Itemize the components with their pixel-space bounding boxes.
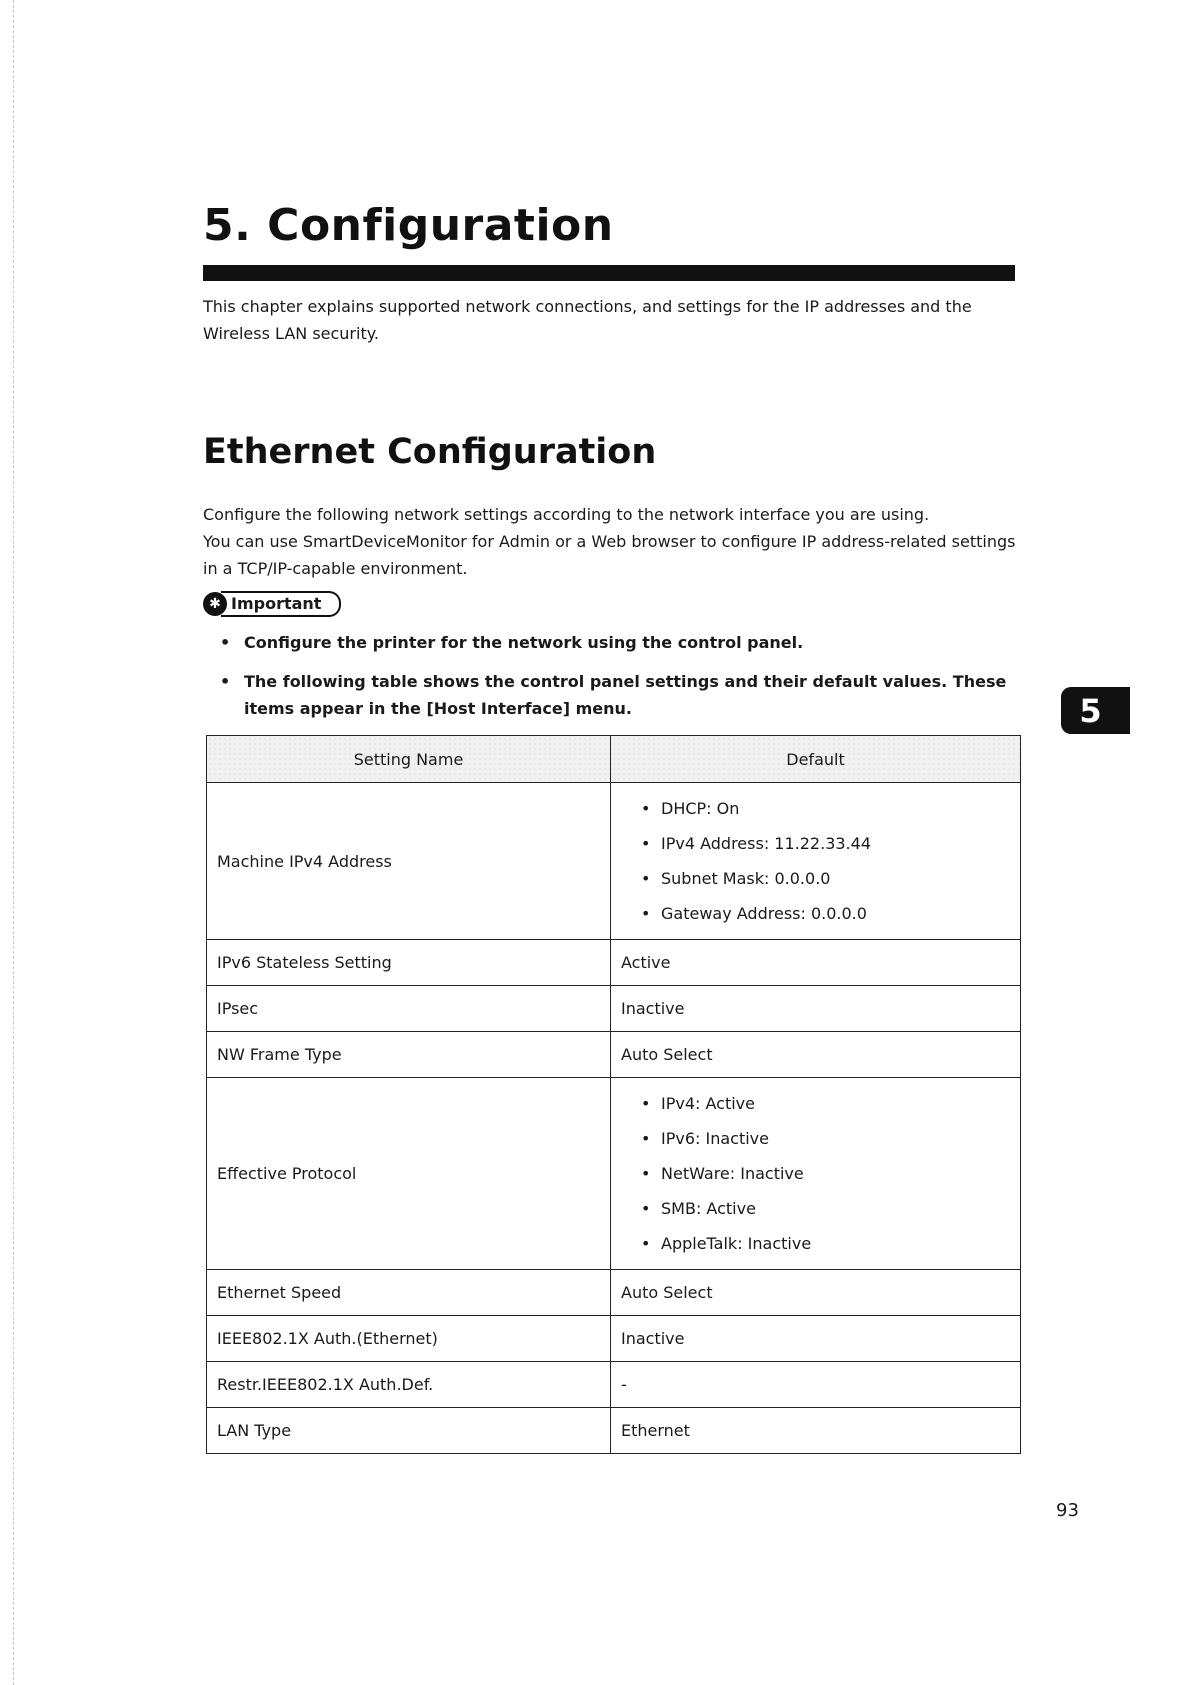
default-item: • AppleTalk: Inactive	[621, 1226, 1010, 1261]
default-list	[621, 1086, 1010, 1261]
setting-name-cell: Ethernet Speed	[207, 1270, 611, 1316]
important-list	[220, 629, 1020, 734]
chapter-tab-number: 5	[1079, 691, 1102, 730]
header-default: Default	[611, 736, 1021, 783]
default-cell: Inactive	[611, 986, 1021, 1032]
default-item: • NetWare: Inactive	[621, 1156, 1010, 1191]
default-item: • IPv4: Active	[621, 1086, 1010, 1121]
section-paragraph: Configure the following network settings according to the network interface you are using.	[203, 505, 930, 524]
table-row	[207, 1316, 1021, 1362]
setting-name-cell: Machine IPv4 Address	[207, 783, 611, 940]
table-header-row	[207, 736, 1021, 783]
default-item: • DHCP: On	[621, 791, 1010, 826]
default-item: • Subnet Mask: 0.0.0.0	[621, 861, 1010, 896]
setting-name-cell: NW Frame Type	[207, 1032, 611, 1078]
default-cell: Auto Select	[611, 1032, 1021, 1078]
setting-name-cell: Restr.IEEE802.1X Auth.Def.	[207, 1362, 611, 1408]
table-row	[207, 986, 1021, 1032]
important-item: • Configure the printer for the network using the control panel.	[220, 629, 1020, 656]
table-row	[207, 1408, 1021, 1454]
chapter-tab	[1061, 687, 1130, 734]
default-list	[621, 791, 1010, 931]
setting-name-cell: Effective Protocol	[207, 1078, 611, 1270]
important-badge	[203, 592, 341, 616]
default-cell: Inactive	[611, 1316, 1021, 1362]
table-row	[207, 1032, 1021, 1078]
setting-name-cell: IEEE802.1X Auth.(Ethernet)	[207, 1316, 611, 1362]
default-cell	[611, 783, 1021, 940]
default-cell: Active	[611, 940, 1021, 986]
section-title: Ethernet Configuration	[203, 432, 657, 472]
table-row	[207, 940, 1021, 986]
table-row	[207, 1270, 1021, 1316]
default-item: • IPv4 Address: 11.22.33.44	[621, 826, 1010, 861]
table-row	[207, 783, 1021, 940]
default-item: • IPv6: Inactive	[621, 1121, 1010, 1156]
binding-edge	[13, 0, 14, 1685]
default-item: • SMB: Active	[621, 1191, 1010, 1226]
settings-table	[206, 735, 1021, 1454]
header-setting-name: Setting Name	[207, 736, 611, 783]
section-body	[203, 501, 1023, 582]
default-cell: -	[611, 1362, 1021, 1408]
setting-name-cell: IPv6 Stateless Setting	[207, 940, 611, 986]
chapter-intro: This chapter explains supported network connections, and settings for the IP addresses and the Wireless LAN security.	[203, 297, 972, 343]
table-row	[207, 1078, 1021, 1270]
setting-name-cell: LAN Type	[207, 1408, 611, 1454]
setting-name-cell: IPsec	[207, 986, 611, 1032]
default-cell: Auto Select	[611, 1270, 1021, 1316]
default-cell: Ethernet	[611, 1408, 1021, 1454]
default-cell	[611, 1078, 1021, 1270]
chapter-title: 5. Configuration	[203, 200, 614, 251]
page-number: 93	[1056, 1500, 1079, 1521]
section-paragraph: You can use SmartDeviceMonitor for Admin or a Web browser to configure IP address-related settings in a TCP/IP-capable environment.	[203, 532, 1016, 578]
important-label: Important	[221, 591, 341, 617]
important-item: • The following table shows the control panel settings and their default values. These items appear in the [Host Interface] menu.	[220, 668, 1020, 722]
important-icon: ✱	[203, 592, 227, 616]
default-item: • Gateway Address: 0.0.0.0	[621, 896, 1010, 931]
chapter-rule	[203, 265, 1015, 281]
table-row	[207, 1362, 1021, 1408]
